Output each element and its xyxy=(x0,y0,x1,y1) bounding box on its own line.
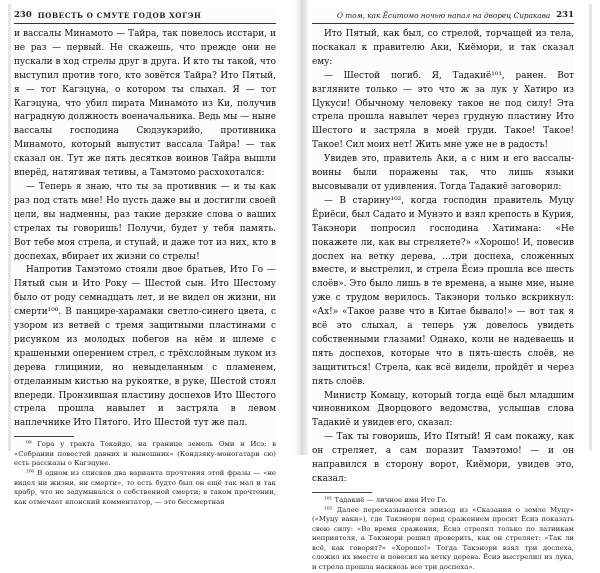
right-page-number: 231 xyxy=(556,10,574,20)
left-footnote: ⁹⁹ Гора у тракта Токайдо, на границе земель Оми и Исэ; в «Собрании повестей давних и нынешних» (Кондзяку-моногатари сю) есть рассказы о Кагэцуне. xyxy=(14,440,276,468)
right-paragraph: Ито Пятый, как был, со стрелой, торчащей из тела, поскакал к правителю Аки, Киёмори, и так сказал ему: xyxy=(312,29,574,67)
right-page xyxy=(312,8,574,572)
right-footnote-rule xyxy=(312,492,372,493)
right-footnote: ¹⁰¹ Тадакиё — личное имя Ито Го. xyxy=(324,495,448,504)
left-page xyxy=(14,8,276,506)
left-paragraph: и вассалы Минамото — Тайра, так повелось исстари, и не раз — первый. Не скажешь, что прежде они не пускали в ход стрелы друг в друга. И кто ты такой, что выступил против того, кто зовётся Тайра? Ито Пятый, я — тот Кагэцуна, о котором ты слыхал. Я — тот Кагэцуна, что убил пирата Минамото из Ки, получив наградную должность военачальника. Ведь мы — ныне вассалы господина Сюдзукэрийо, противника Минамото, который выпустит вассала Тайра! — так сказал он. Тут же пять десятков воинов Тайра вышли вперёд, натягивая тетивы, а Тамэтомо расхохотался: xyxy=(14,29,276,179)
right-paragraph: — В старину¹⁰², когда господин правитель Муцу Ёриёси, был Садато и Мунэто и взял крепость в Курия, Такэнори попросил господина Хатимана: «Не покажете ли, как вы стреляете?» «Хорошо! И, повесив доспех на ветку дерева, ...три доспеха, сложенных вместе, и выстрелил, и стрела Ёсиэ прошла все шесть слоёв». Это было лишь в те времена, а ныне мне, ныне уже с трудом верилось. Такэнори только вскрикнул: «Ах!» «Такое разве что в Китае бывало!» — вот так я всё это слыхал, а теперь уж довелось увидеть собственными глазами! Однако, коли не надеваешь и пять доспехов, которые что в пять-шесть слоёв, не защититься! Стрела, как всё видели, пройдёт и через пять слоёв. xyxy=(312,195,574,387)
left-paragraph: Напротив Тамэтомо стояли двое братьев, Ито Го — Пятый сын и Ито Року — Шестой сын. Ито Шестому было от роду семнадцать лет, и не видел он жизни, ни смерти¹⁰⁰. В панцире-харамаки светло-синего цвета, с узором из ветвей с тремя защитными пластинами с рисунком из молодых побегов на нём и шлеме с крашеными оперением стрел, с трёхслойным луком из дерева глицинии, но невыделанным с пламенем, отделанным кистью на рукоятке, в руке, Шестой стоял впереди. Пронзившая пластину доспехов Ито Шестого стрела прошла навылет и застряла в левом наплечнике Ито Пятого. Ито Шестой тут же пал. xyxy=(14,265,276,429)
right-running-title: О том, как Ёситомо ночью напал на дворец Сиракава xyxy=(336,10,551,20)
left-footnote: ¹⁰⁰ В одном из списков два варианта прочтения этой фразы — «не видел ни жизни, ни смерти», то есть будто был он ещё так мал и так храбр, что не задумывался о собственной смерти; в таком прочтении, как отмечает японский комментатор, — это бессмертная xyxy=(14,469,276,506)
right-page-edge xyxy=(589,4,592,451)
left-paragraph: — Теперь я знаю, что ты за противник — и ты как раз под стать мне! Но пусть даже вы и достигли своей цели, вы надменны, раз такие дерзкие слова о ваших стрелах ты говоришь! Получи, будет у тебя память. Вот тебе моя стрела, и ступай, и даже тот из них, кто в доспехах, вбирает их жизни со стрелы! xyxy=(14,181,276,262)
right-paragraph: Увидев это, правитель Аки, а с ним и его вассалы-воины были поражены так, что лишь языки высовывали от удивления. Тогда Тадакиё заговорил: xyxy=(312,154,574,192)
left-running-title: ПОВЕСТЬ О СМУТЕ ГОДОВ ХОГЭН xyxy=(37,10,202,20)
left-page-edge xyxy=(8,4,11,451)
right-running-head xyxy=(312,8,574,24)
left-footnote-rule xyxy=(14,436,74,437)
right-paragraph: — Так ты говоришь, Ито Пятый! Я сам покажу, как он стреляет, а сам поразит Тамэтомо! — и он направился в сторону ворот, Киёмори, увидев это, сказал: xyxy=(312,432,574,484)
book-gutter xyxy=(294,0,308,455)
right-footnote: ¹⁰² Далее пересказывается эпизод из «Сказания о земле Муцу» («Муцу ваки»), где Такэнори перед сражением просит Ёсиэ показать свою силу: «Во время сражения, Ёсиэ стрелял только по латникам неприятеля, а Такэнори решил проверить, как он стреляет: «Так ли всё, как говорят?» «Хорошо!» Тогда Такэнори взял три доспеха, сложил их вместе и повесил на ветку дерева. Ёсиэ выстрелил из лука, и стрела прошла насквозь все три доспеха». xyxy=(312,505,574,572)
right-paragraph: Министр Комацу, который тогда ещё был младшим чиновником Дворцового ведомства, услышав слова Тадакиё и увидев его, сказал: xyxy=(312,390,574,429)
left-body-text xyxy=(14,28,276,431)
left-running-head xyxy=(14,8,276,24)
right-body-text xyxy=(312,28,574,487)
left-page-number: 230 xyxy=(14,10,32,20)
right-paragraph: — Шестой погиб. Я, Тадакиё¹⁰¹, ранен. Вот взгляните только — это что ж за лук у Хатиро из Цукуси! Обычному человеку такое не под силу! Эта стрела прошла навылет через грудную пластину Ито Шестого и застряла в моей груди. Такое! Такое! Такое! Сил моих нет! Жить мне уже не в радость! xyxy=(312,70,574,151)
